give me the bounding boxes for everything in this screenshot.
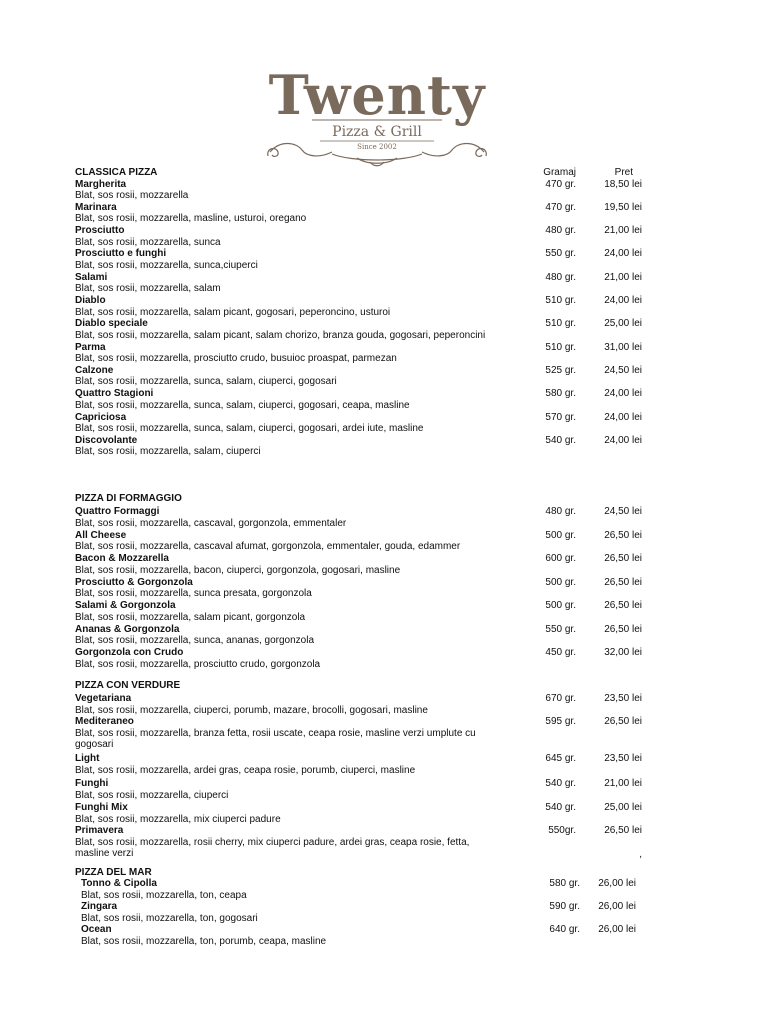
item-price: 24,00 lei — [604, 411, 642, 423]
item-weight: 645 gr. — [545, 753, 576, 764]
item-price: 18,50 lei — [604, 178, 642, 190]
section-title: CLASSICA PIZZA — [75, 167, 158, 178]
item-name: Prosciutto & Gorgonzola — [75, 576, 193, 588]
item-description: Blat, sos rosii, mozzarella, bacon, ciuperci, gorgonzola, gogosari, masline — [75, 564, 401, 576]
item-weight: 510 gr. — [545, 341, 576, 353]
logo-name: Twenty — [268, 63, 486, 127]
item-description: Blat, sos rosii, mozzarella, salam picant, gorgonzola — [75, 611, 306, 623]
item-name: Capriciosa — [75, 411, 127, 423]
item-price: 32,00 lei — [604, 647, 642, 658]
stray-mark: , — [639, 849, 642, 860]
item-name: Vegetariana — [75, 693, 132, 704]
item-weight: 580 gr. — [545, 388, 576, 400]
item-weight: 525 gr. — [545, 364, 576, 376]
item-description: Blat, sos rosii, mozzarella, salam — [75, 283, 221, 295]
item-price: 26,50 lei — [604, 716, 642, 727]
item-weight: 600 gr. — [545, 553, 576, 564]
item-weight: 480 gr. — [545, 271, 576, 283]
item-description: Blat, sos rosii, mozzarella, sunca, salam, ciuperci, gogosari — [75, 376, 337, 388]
item-description: Blat, sos rosii, mozzarella — [75, 190, 189, 201]
item-weight: 640 gr. — [549, 924, 580, 935]
item-description: Blat, sos rosii, mozzarella, sunca, salam, ciuperci, gogosari, ceapa, masline — [75, 399, 410, 411]
item-name: Quattro Formaggi — [75, 506, 160, 517]
item-price: 23,50 lei — [604, 753, 642, 764]
item-price: 21,00 lei — [604, 271, 642, 283]
item-weight: 450 gr. — [545, 647, 576, 658]
item-weight: 540 gr. — [545, 778, 576, 789]
item-weight: 550 gr. — [545, 248, 576, 260]
item-name: Margherita — [75, 178, 127, 190]
item-description-cont: gogosari — [75, 739, 114, 750]
item-name: Salami & Gorgonzola — [75, 600, 176, 611]
item-description-cont: masline verzi — [75, 848, 134, 859]
item-price: 25,00 lei — [604, 318, 642, 330]
item-name: Prosciutto e funghi — [75, 248, 167, 260]
item-price: 21,00 lei — [604, 225, 642, 237]
item-name: All Cheese — [75, 529, 127, 541]
item-weight: 540 gr. — [545, 434, 576, 446]
item-weight: 480 gr. — [545, 506, 576, 517]
item-name: Primavera — [75, 825, 124, 836]
item-weight: 595 gr. — [545, 716, 576, 727]
item-name: Ananas & Gorgonzola — [75, 623, 180, 635]
item-weight: 510 gr. — [545, 295, 576, 306]
item-price: 26,00 lei — [598, 924, 636, 935]
item-name: Tonno & Cipolla — [81, 878, 157, 889]
item-description: Blat, sos rosii, mozzarella, cascaval, gorgonzola, emmentaler — [75, 517, 347, 529]
item-description: Blat, sos rosii, mozzarella, ton, gogosari — [81, 912, 258, 924]
column-header-weight: Gramaj — [543, 167, 576, 178]
section-title: PIZZA DI FORMAGGIO — [75, 493, 182, 504]
item-description: Blat, sos rosii, mozzarella, ciuperci — [75, 789, 229, 801]
item-price: 24,00 lei — [604, 434, 642, 446]
logo-graphic — [262, 62, 492, 170]
item-price: 26,50 lei — [604, 600, 642, 611]
item-description: Blat, sos rosii, mozzarella, rosii cherry, mix ciuperci padure, ardei gras, ceapa rosie, fetta, — [75, 836, 470, 848]
item-price: 26,50 lei — [604, 553, 642, 564]
item-description: Blat, sos rosii, mozzarella, prosciutto crudo, busuioc proaspat, parmezan — [75, 353, 397, 365]
item-price: 26,50 lei — [604, 825, 642, 836]
item-price: 26,00 lei — [598, 901, 636, 912]
item-description: Blat, sos rosii, mozzarella, salam picant, salam chorizo, branza gouda, gogosari, peperoncini — [75, 329, 486, 341]
item-price: 26,50 lei — [604, 576, 642, 588]
item-name: Prosciutto — [75, 225, 125, 237]
item-weight: 500 gr. — [545, 576, 576, 588]
item-price: 24,00 lei — [604, 248, 642, 260]
item-name: Salami — [75, 271, 108, 283]
item-description: Blat, sos rosii, mozzarella, ardei gras, ceapa rosie, porumb, ciuperci, masline — [75, 764, 416, 776]
item-name: Gorgonzola con Crudo — [75, 647, 184, 658]
item-name: Mediteraneo — [75, 716, 134, 727]
section-title: PIZZA DEL MAR — [75, 867, 152, 878]
item-description: Blat, sos rosii, mozzarella, sunca, salam, ciuperci, gogosari, ardei iute, masline — [75, 423, 424, 434]
item-name: Quattro Stagioni — [75, 388, 154, 400]
item-name: Funghi — [75, 778, 109, 789]
item-weight: 470 gr. — [545, 201, 576, 213]
item-description: Blat, sos rosii, mozzarella, sunca, ananas, gorgonzola — [75, 635, 315, 646]
item-name: Calzone — [75, 364, 114, 376]
item-description: Blat, sos rosii, mozzarella, ton, ceapa — [81, 889, 247, 901]
item-description: Blat, sos rosii, mozzarella, ciuperci, porumb, mazare, brocolli, gogosari, masline — [75, 704, 428, 716]
item-price: 24,50 lei — [604, 364, 642, 376]
item-description: Blat, sos rosii, mozzarella, branza fetta, rosii uscate, ceapa rosie, masline verzi umplute cu — [75, 727, 476, 739]
item-name: Marinara — [75, 201, 117, 213]
item-price: 26,50 lei — [604, 623, 642, 635]
item-price: 24,50 lei — [604, 506, 642, 517]
item-weight: 550 gr. — [545, 623, 576, 635]
item-weight: 590 gr. — [549, 901, 580, 912]
item-price: 25,00 lei — [604, 802, 642, 813]
logo-subtitle: Pizza & Grill — [332, 124, 422, 140]
item-weight: 470 gr. — [545, 178, 576, 190]
logo-since: Since 2002 — [357, 143, 397, 151]
item-name: Ocean — [81, 924, 112, 935]
item-weight: 500 gr. — [545, 600, 576, 611]
item-description: Blat, sos rosii, mozzarella, prosciutto crudo, gorgonzola — [75, 658, 321, 670]
item-weight: 500 gr. — [545, 529, 576, 541]
item-name: Diablo speciale — [75, 318, 148, 330]
item-weight: 540 gr. — [545, 802, 576, 813]
item-price: 19,50 lei — [604, 201, 642, 213]
item-description: Blat, sos rosii, mozzarella, ton, porumb, ceapa, masline — [81, 935, 327, 947]
item-price: 21,00 lei — [604, 778, 642, 789]
section-title: PIZZA CON VERDURE — [75, 680, 181, 691]
item-weight: 580 gr. — [549, 878, 580, 889]
item-description: Blat, sos rosii, mozzarella, masline, usturoi, oregano — [75, 213, 307, 225]
item-weight: 570 gr. — [545, 411, 576, 423]
item-description: Blat, sos rosii, mozzarella, sunca presata, gorgonzola — [75, 588, 312, 599]
item-price: 24,00 lei — [604, 295, 642, 306]
item-name: Zingara — [81, 901, 118, 912]
item-description: Blat, sos rosii, mozzarella, sunca,ciuperci — [75, 259, 258, 271]
restaurant-logo — [262, 62, 492, 170]
item-description: Blat, sos rosii, mozzarella, cascaval afumat, gorgonzola, emmentaler, gouda, edammer — [75, 541, 461, 552]
item-weight: 670 gr. — [545, 693, 576, 704]
item-description: Blat, sos rosii, mozzarella, salam picant, gogosari, peperoncino, usturoi — [75, 306, 391, 318]
item-description: Blat, sos rosii, mozzarella, sunca — [75, 236, 221, 248]
column-header-price: Pret — [614, 167, 633, 178]
item-name: Funghi Mix — [75, 802, 128, 813]
item-price: 23,50 lei — [604, 693, 642, 704]
item-description: Blat, sos rosii, mozzarella, mix ciuperci padure — [75, 813, 281, 825]
item-price: 26,50 lei — [604, 529, 642, 541]
item-weight: 480 gr. — [545, 225, 576, 237]
item-name: Diablo — [75, 295, 106, 306]
item-price: 24,00 lei — [604, 388, 642, 400]
item-name: Bacon & Mozzarella — [75, 553, 169, 564]
item-weight: 510 gr. — [545, 318, 576, 330]
item-name: Parma — [75, 341, 106, 353]
item-price: 26,00 lei — [598, 878, 636, 889]
item-name: Discovolante — [75, 434, 138, 446]
item-description: Blat, sos rosii, mozzarella, salam, ciuperci — [75, 446, 261, 458]
item-price: 31,00 lei — [604, 341, 642, 353]
item-name: Light — [75, 753, 100, 764]
item-weight: 550gr. — [548, 825, 576, 836]
